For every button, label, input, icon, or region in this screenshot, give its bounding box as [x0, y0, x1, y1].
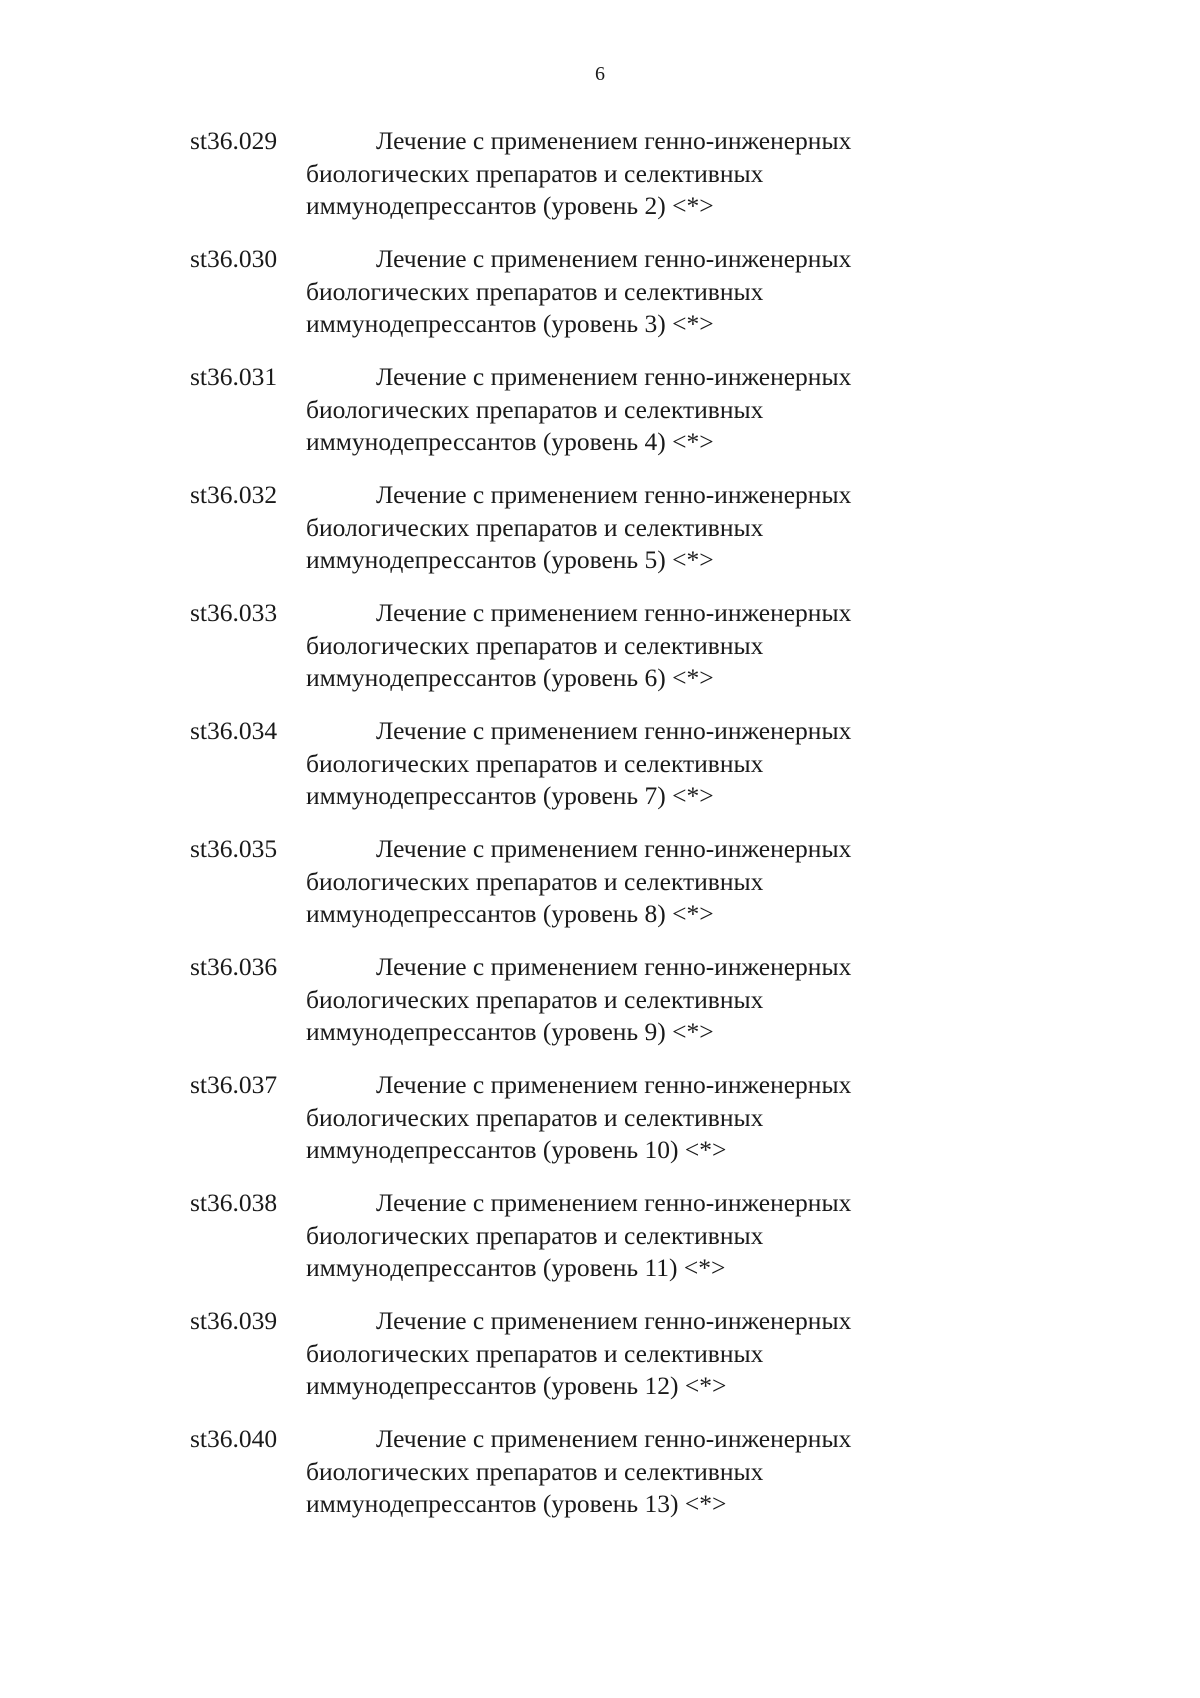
entry-description-line: иммунодепрессантов (уровень 4) <*>: [306, 427, 714, 456]
list-item: [190, 1423, 950, 1541]
entry-code: st36.030: [190, 244, 278, 273]
list-item: [190, 125, 950, 243]
entry-description-line: биологических препаратов и селективных: [306, 1338, 764, 1368]
entry-code: st36.031: [190, 362, 278, 391]
entry-description-line: биологических препаратов и селективных: [306, 394, 764, 424]
page-number: 6: [595, 63, 605, 85]
entry-description: [306, 833, 926, 931]
entry-description-line: Лечение с применением генно-инженерных: [376, 834, 852, 863]
entry-code: st36.033: [190, 598, 278, 627]
entry-description: [306, 597, 926, 695]
entry-description-line: биологических препаратов и селективных: [306, 276, 764, 306]
entry-description-line: Лечение с применением генно-инженерных: [376, 952, 852, 981]
entry-description-line: Лечение с применением генно-инженерных: [376, 126, 852, 155]
entry-description: [306, 479, 926, 577]
entry-code: st36.038: [190, 1188, 278, 1217]
entry-code: st36.029: [190, 126, 278, 155]
entry-description-line: иммунодепрессантов (уровень 7) <*>: [306, 781, 714, 810]
list-item: [190, 951, 950, 1069]
entry-description: [306, 1187, 926, 1285]
entry-description-line: иммунодепрессантов (уровень 13) <*>: [306, 1489, 727, 1518]
entry-description-line: иммунодепрессантов (уровень 3) <*>: [306, 309, 714, 338]
list-item: [190, 479, 950, 597]
entry-description: [306, 125, 926, 223]
entry-description: [306, 951, 926, 1049]
list-item: [190, 243, 950, 361]
entry-description: [306, 1305, 926, 1403]
entry-description-line: Лечение с применением генно-инженерных: [376, 480, 852, 509]
entry-description-line: иммунодепрессантов (уровень 8) <*>: [306, 899, 714, 928]
entry-code: st36.035: [190, 834, 278, 863]
entry-description-line: иммунодепрессантов (уровень 2) <*>: [306, 191, 714, 220]
entry-description-line: Лечение с применением генно-инженерных: [376, 598, 852, 627]
entry-description-line: Лечение с применением генно-инженерных: [376, 1424, 852, 1453]
entry-description-line: биологических препаратов и селективных: [306, 1220, 764, 1250]
entry-code: st36.037: [190, 1070, 278, 1099]
entry-description-line: биологических препаратов и селективных: [306, 1102, 764, 1132]
entry-description: [306, 1423, 926, 1521]
entry-description-line: Лечение с применением генно-инженерных: [376, 1070, 852, 1099]
entry-description-line: иммунодепрессантов (уровень 10) <*>: [306, 1135, 727, 1164]
list-item: [190, 361, 950, 479]
entry-description-line: Лечение с применением генно-инженерных: [376, 362, 852, 391]
entry-code: st36.040: [190, 1424, 278, 1453]
entry-description-line: иммунодепрессантов (уровень 12) <*>: [306, 1371, 727, 1400]
entry-description-line: иммунодепрессантов (уровень 11) <*>: [306, 1253, 726, 1282]
entry-description-line: биологических препаратов и селективных: [306, 748, 764, 778]
list-item: [190, 1305, 950, 1423]
entry-description-line: Лечение с применением генно-инженерных: [376, 1188, 852, 1217]
entry-description: [306, 361, 926, 459]
list-item: [190, 715, 950, 833]
entry-description-line: биологических препаратов и селективных: [306, 512, 764, 542]
list-item: [190, 1069, 950, 1187]
entry-list: [190, 125, 950, 1541]
entry-description-line: иммунодепрессантов (уровень 5) <*>: [306, 545, 714, 574]
list-item: [190, 833, 950, 951]
entry-description-line: иммунодепрессантов (уровень 9) <*>: [306, 1017, 714, 1046]
entry-description-line: иммунодепрессантов (уровень 6) <*>: [306, 663, 714, 692]
entry-code: st36.034: [190, 716, 278, 745]
entry-description-line: биологических препаратов и селективных: [306, 158, 764, 188]
list-item: [190, 597, 950, 715]
entry-code: st36.032: [190, 480, 278, 509]
entry-description: [306, 715, 926, 813]
entry-description-line: Лечение с применением генно-инженерных: [376, 244, 852, 273]
entry-code: st36.039: [190, 1306, 278, 1335]
entry-description: [306, 1069, 926, 1167]
list-item: [190, 1187, 950, 1305]
entry-description-line: Лечение с применением генно-инженерных: [376, 716, 852, 745]
entry-code: st36.036: [190, 952, 278, 981]
entry-description-line: Лечение с применением генно-инженерных: [376, 1306, 852, 1335]
entry-description-line: биологических препаратов и селективных: [306, 630, 764, 660]
entry-description-line: биологических препаратов и селективных: [306, 984, 764, 1014]
entry-description-line: биологических препаратов и селективных: [306, 866, 764, 896]
entry-description: [306, 243, 926, 341]
entry-description-line: биологических препаратов и селективных: [306, 1456, 764, 1486]
